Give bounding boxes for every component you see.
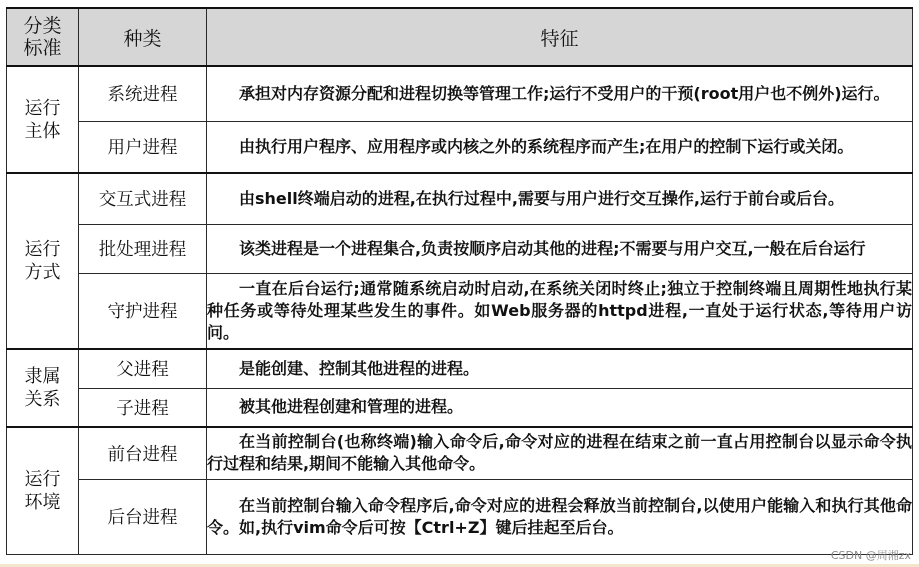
kind-cell: 子进程 xyxy=(79,388,207,427)
feature-cell: 该类进程是一个进程集合,负责按顺序启动其他的进程;不需要与用户交互,一般在后台运行 xyxy=(207,224,913,273)
table-row xyxy=(7,66,913,121)
feature-cell: 在当前控制台输入命令程序后,命令对应的进程会释放当前控制台,以使用户能输入和执行其他命令。如,执行vim命令后可按【Ctrl+Z】键后挂起至后台。 xyxy=(207,479,913,554)
table-row xyxy=(7,479,913,554)
category-cell: 运行 主体 xyxy=(7,66,79,173)
feature-cell: 在当前控制台(也称终端)输入命令后,命令对应的进程在结束之前一直占用控制台以显示命令执行过程和结果,期间不能输入其他命令。 xyxy=(207,427,913,479)
kind-cell: 用户进程 xyxy=(79,121,207,173)
feature-cell: 是能创建、控制其他进程的进程。 xyxy=(207,349,913,388)
table-row xyxy=(7,388,913,427)
kind-cell: 批处理进程 xyxy=(79,224,207,273)
table-row xyxy=(7,427,913,479)
category-cell: 隶属 关系 xyxy=(7,349,79,427)
kind-cell: 守护进程 xyxy=(79,273,207,349)
header-kind: 种类 xyxy=(79,8,207,66)
kind-cell: 父进程 xyxy=(79,349,207,388)
process-classification-table xyxy=(6,7,913,555)
csdn-watermark: CSDN @周湘zx xyxy=(830,549,911,562)
feature-cell: 承担对内存资源分配和进程切换等管理工作;运行不受用户的干预(root用户也不例外)运行。 xyxy=(207,66,913,121)
feature-cell: 一直在后台运行;通常随系统启动时启动,在系统关闭时终止;独立于控制终端且周期性地执行某种任务或等待处理某些发生的事件。如Web服务器的httpd进程,一直处于运行状态,等待用户访问。 xyxy=(207,273,913,349)
category-cell: 运行 环境 xyxy=(7,427,79,554)
table-row xyxy=(7,121,913,173)
feature-cell: 由shell终端启动的进程,在执行过程中,需要与用户进行交互操作,运行于前台或后台。 xyxy=(207,173,913,224)
table-row xyxy=(7,173,913,224)
kind-cell: 系统进程 xyxy=(79,66,207,121)
kind-cell: 交互式进程 xyxy=(79,173,207,224)
kind-cell: 后台进程 xyxy=(79,479,207,554)
table-row xyxy=(7,224,913,273)
header-category: 分类 标准 xyxy=(7,8,79,66)
table-row xyxy=(7,349,913,388)
kind-cell: 前台进程 xyxy=(79,427,207,479)
feature-cell: 由执行用户程序、应用程序或内核之外的系统程序而产生;在用户的控制下运行或关闭。 xyxy=(207,121,913,173)
table-row xyxy=(7,273,913,349)
feature-cell: 被其他进程创建和管理的进程。 xyxy=(207,388,913,427)
category-cell: 运行 方式 xyxy=(7,173,79,349)
header-feature: 特征 xyxy=(207,8,913,66)
table-header-row xyxy=(7,8,913,66)
